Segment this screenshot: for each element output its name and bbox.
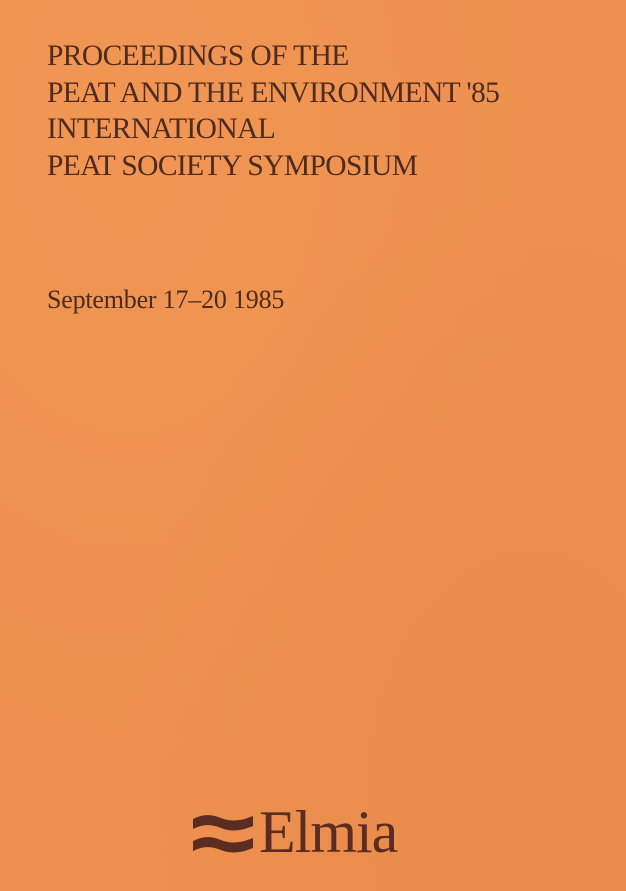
title-line-4: PEAT SOCIETY SYMPOSIUM — [47, 149, 418, 182]
title-line-1: PROCEEDINGS OF THE — [47, 40, 349, 72]
cover-title — [47, 38, 617, 184]
symposium-date: September 17–20 1985 — [47, 285, 285, 314]
elmia-wordmark: Elmia — [259, 799, 398, 865]
title-line-2: PEAT AND THE ENVIRONMENT '85 — [47, 76, 500, 109]
elmia-logo — [193, 796, 397, 868]
elmia-waves-icon — [193, 811, 253, 859]
title-line-3: INTERNATIONAL — [47, 113, 276, 145]
